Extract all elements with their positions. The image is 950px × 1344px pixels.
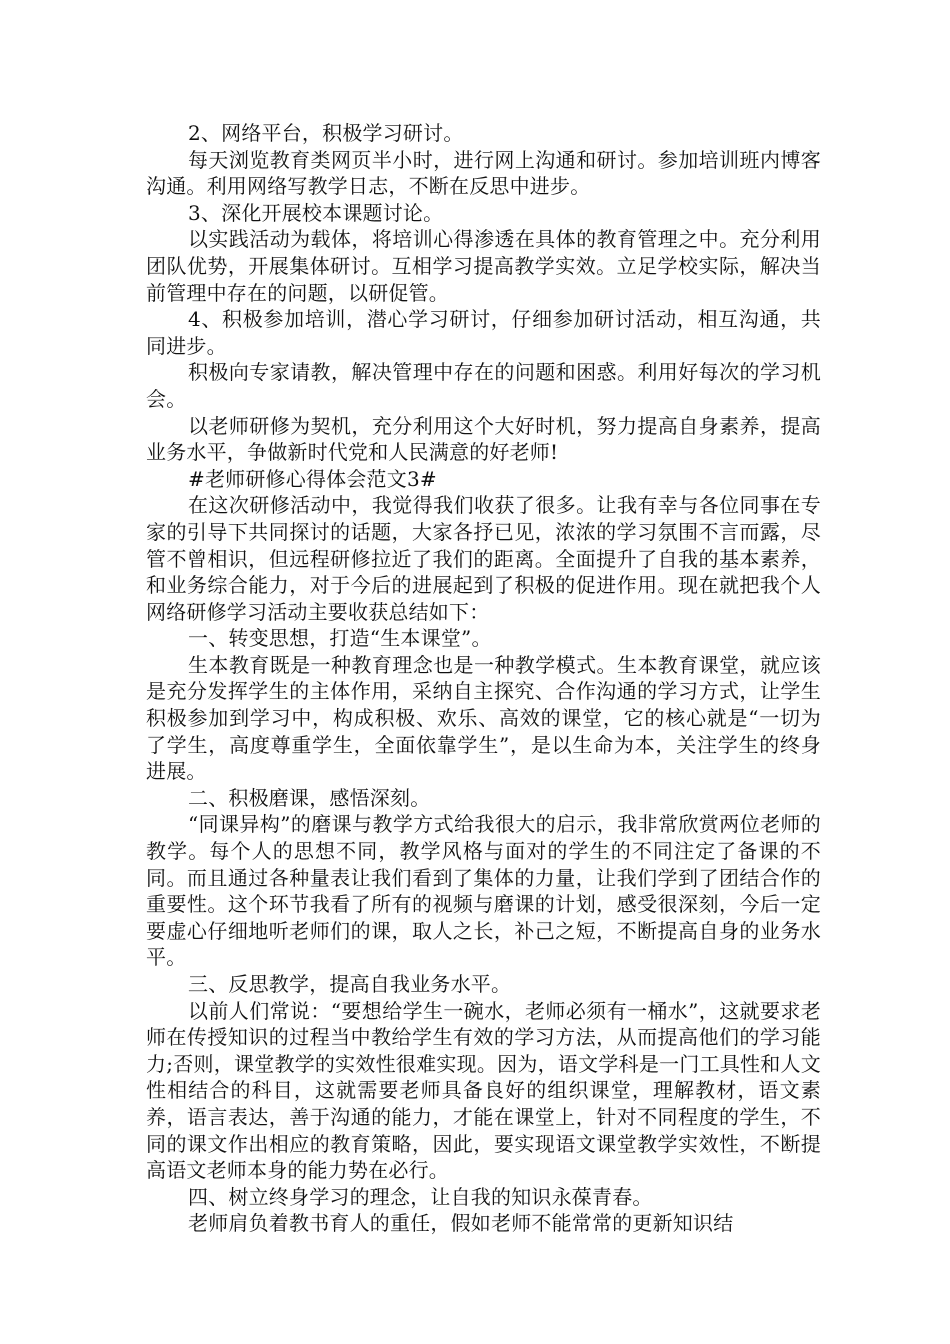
paragraph-consult-experts: 积极向专家请教，解决管理中存在的问题和困惑。利用好每次的学习机会。 [146, 360, 821, 411]
paragraph-teacher-responsibility: 老师肩负着教书育人的重任，假如老师不能常常的更新知识结 [188, 1211, 734, 1236]
heading-participate-training: 4、积极参加培训，潜心学习研讨，仔细参加研讨活动，相互沟通，共同进步。 [146, 307, 821, 358]
paragraph-practice-activities: 以实践活动为载体，将培训心得渗透在具体的教育管理之中。充分利用团队优势，开展集体研讨。互相学习提高教学实效。立足学校实际，解决当前管理中存在的问题，以研促管。 [146, 227, 821, 305]
heading-network-platform: 2、网络平台，积极学习研讨。 [188, 121, 464, 145]
heading-reflect-teaching: 三、反思教学，提高自我业务水平。 [188, 972, 512, 996]
heading-lifelong-learning: 四、树立终身学习的理念，让自我的知识永葆青春。 [188, 1184, 653, 1209]
document-body [146, 120, 821, 1237]
paragraph-same-lesson-different-design: “同课异构”的磨课与教学方式给我很大的启示，我非常欣赏两位老师的教学。每个人的思想不同，教学风格与面对的学生的不同注定了备课的不同。而且通过各种量表让我们看到了集体的力量，让我们学到了团结合作的重要性。这个环节我看了所有的视频与磨课的计划，感受很深刻，今后一定要虚心仔细地听老师们的课，取人之长，补己之短，不断提高自身的业务水平。 [146, 812, 821, 970]
heading-school-topic-discussion: 3、深化开展校本课题讨论。 [188, 200, 444, 225]
paragraph-browse-websites: 每天浏览教育类网页半小时，进行网上沟通和研讨。参加培训班内博客沟通。利用网络写教学日志，不断在反思中进步。 [146, 147, 821, 199]
heading-change-thinking: 一、转变思想，打造“生本课堂”。 [188, 626, 492, 651]
heading-lesson-polishing: 二、积极磨课，感悟深刻。 [188, 785, 431, 810]
section-title-sample-3: #老师研修心得体会范文3# [188, 466, 437, 491]
paragraph-student-centered-education: 生本教育既是一种教育理念也是一种教学模式。生本教育课堂，就应该是充分发挥学生的主体作用，采纳自主探究、合作沟通的学习方式，让学生积极参加到学习中，构成积极、欢乐、高效的课堂，它的核心就是“一切为了学生，高度尊重学生，全面依靠学生”，是以生命为本，关注学生的终身进展。 [146, 652, 821, 784]
paragraph-teacher-training-opportunity: 以老师研修为契机，充分利用这个大好时机，努力提高自身素养，提高业务水平，争做新时代党和人民满意的好老师! [146, 413, 821, 465]
paragraph-research-gains: 在这次研修活动中，我觉得我们收获了很多。让我有幸与各位同事在专家的引导下共同探讨的话题，大家各抒已见，浓浓的学习氛围不言而露，尽管不曾相识，但远程研修拉近了我们的距离。全面提升了自我的基本素养，和业务综合能力，对于今后的进展起到了积极的促进作用。现在就把我个人网络研修学习活动主要收获总结如下： [146, 493, 821, 624]
paragraph-bowl-of-water: 以前人们常说：“要想给学生一碗水，老师必须有一桶水”，这就要求老师在传授知识的过程当中教给学生有效的学习方法，从而提高他们的学习能力;否则，课堂教学的实效性很难实现。因为，语文学科是一门工具性和人文性相结合的科目，这就需要老师具备良好的组织课堂，理解教材，语文素养，语言表达，善于沟通的能力，才能在课堂上，针对不同程度的学生，不同的课文作出相应的教育策略，因此，要实现语文课堂教学实效性，不断提高语文老师本身的能力势在必行。 [146, 998, 821, 1183]
